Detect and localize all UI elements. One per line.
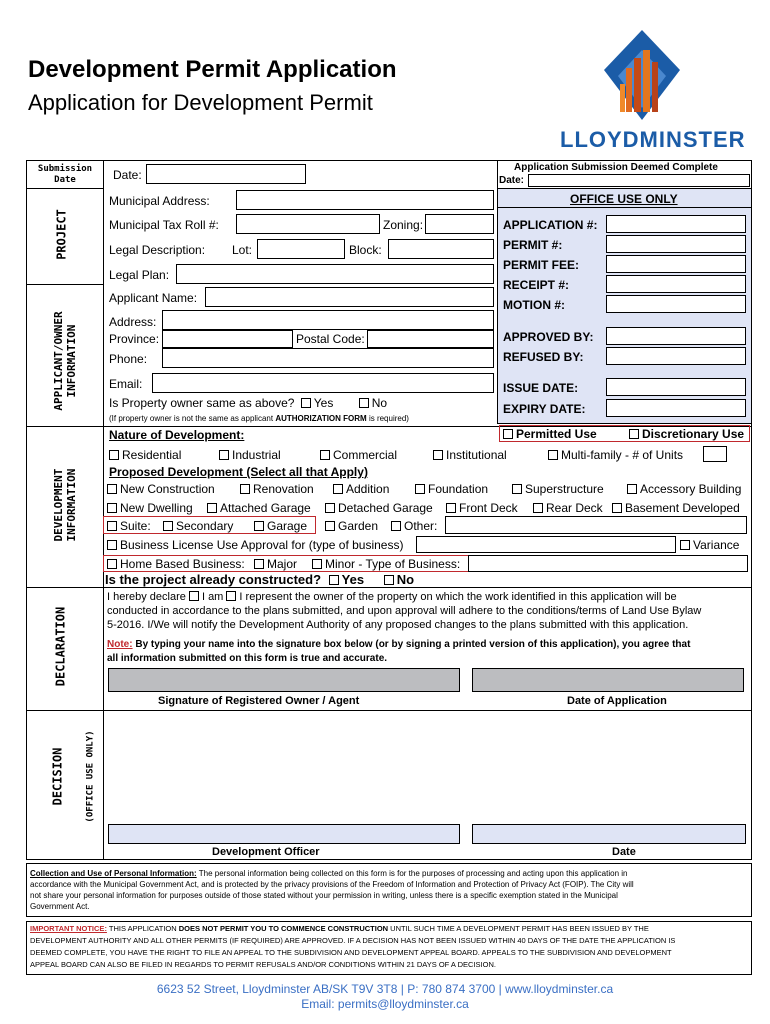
- signature-label: Signature of Registered Owner / Agent: [158, 695, 360, 707]
- institutional-checkbox[interactable]: [433, 450, 443, 460]
- variance-checkbox[interactable]: [680, 540, 690, 550]
- business-type-field[interactable]: [416, 536, 676, 553]
- constructed-yes-checkbox[interactable]: [329, 575, 339, 585]
- basement-checkbox[interactable]: [612, 503, 622, 513]
- deemed-complete-date-field[interactable]: [528, 174, 750, 187]
- refused-by-label: REFUSED BY:: [503, 350, 584, 364]
- renovation-checkbox[interactable]: [240, 484, 250, 494]
- phone-label: Phone:: [109, 352, 148, 366]
- proposed-development-label: Proposed Development (Select all that Apply): [109, 465, 368, 479]
- i-am-checkbox[interactable]: [189, 591, 199, 601]
- block-label: Block:: [349, 243, 382, 257]
- application-number-field[interactable]: [606, 215, 746, 233]
- home-business-checkbox[interactable]: [107, 559, 117, 569]
- project-section-label: PROJECT: [54, 209, 69, 260]
- tax-roll-label: Municipal Tax Roll #:: [109, 218, 219, 232]
- postal-code-label: Postal Code:: [296, 332, 365, 346]
- date-field[interactable]: [146, 164, 306, 184]
- office-use-title: OFFICE USE ONLY: [570, 192, 678, 206]
- front-deck-checkbox[interactable]: [446, 503, 456, 513]
- approved-by-field[interactable]: [606, 327, 746, 345]
- decision-date-label: Date: [612, 846, 636, 858]
- municipal-address-field[interactable]: [236, 190, 494, 210]
- legal-plan-label: Legal Plan:: [109, 268, 170, 282]
- officer-signature-field[interactable]: [108, 824, 460, 844]
- province-label: Province:: [109, 332, 160, 346]
- receipt-number-label: RECEIPT #:: [503, 278, 570, 292]
- superstructure-checkbox[interactable]: [512, 484, 522, 494]
- i-represent-checkbox[interactable]: [226, 591, 236, 601]
- privacy-line-1: Collection and Use of Personal Information: The personal information being collected on this form is for the purposes of processing and acting upon this application in: [30, 869, 628, 878]
- new-construction-option: New Construction: [107, 482, 215, 496]
- industrial-checkbox[interactable]: [219, 450, 229, 460]
- privacy-line-3: not share your personal information for purposes outside of those stated without your permission in writing, unless there is a specific exemption stated in the Municipal: [30, 891, 618, 900]
- declaration-note-line-2: all information submitted on this form is true and accurate.: [107, 653, 388, 664]
- multifamily-option: Multi-family - # of Units: [548, 448, 683, 462]
- other-checkbox[interactable]: [391, 521, 401, 531]
- declaration-note: Note: By typing your name into the signature box below (or by signing a printed version of this application), you agree that: [107, 639, 691, 650]
- page-subtitle: Application for Development Permit: [28, 90, 373, 115]
- addition-option: Addition: [333, 482, 389, 496]
- privacy-line-4: Government Act.: [30, 902, 90, 911]
- approved-by-label: APPROVED BY:: [503, 330, 594, 344]
- commercial-checkbox[interactable]: [320, 450, 330, 460]
- refused-by-field[interactable]: [606, 347, 746, 365]
- basement-option: Basement Developed: [612, 501, 740, 515]
- application-date-label: Date of Application: [567, 695, 667, 707]
- province-field[interactable]: [162, 330, 293, 348]
- foundation-option: Foundation: [415, 482, 488, 496]
- email-field[interactable]: [152, 373, 494, 393]
- constructed-question: Is the project already constructed? Yes No: [105, 572, 415, 587]
- declaration-line-3: 5-2016. I/We will notify the Development Authority of any proposed changes to the plans submitted with this application.: [107, 619, 689, 631]
- issue-date-label: ISSUE DATE:: [503, 381, 579, 395]
- discretionary-use-checkbox[interactable]: [629, 429, 639, 439]
- same-owner-no-checkbox[interactable]: [359, 398, 369, 408]
- application-date-field[interactable]: [472, 668, 744, 692]
- detached-garage-checkbox[interactable]: [325, 503, 335, 513]
- officer-label: Development Officer: [212, 846, 320, 858]
- deemed-complete-date-label: Date:: [499, 175, 525, 186]
- nature-options-row: Residential: [109, 448, 181, 462]
- attached-garage-option: Attached Garage: [207, 501, 311, 515]
- minor-option: Minor - Type of Business:: [312, 557, 460, 571]
- municipal-address-label: Municipal Address:: [109, 194, 210, 208]
- permitted-use-checkbox[interactable]: [503, 429, 513, 439]
- page-title: Development Permit Application: [28, 56, 397, 83]
- footer-email[interactable]: Email: permits@lloydminster.ca: [301, 997, 469, 1011]
- home-business-option: Home Based Business:: [107, 557, 245, 571]
- footer-address: 6623 52 Street, Lloydminster AB/SK T9V 3T8 | P: 780 874 3700 | www.lloydminster.ca: [156, 982, 614, 996]
- variance-option: Variance: [680, 538, 739, 552]
- major-option: Major: [254, 557, 297, 571]
- expiry-date-label: EXPIRY DATE:: [503, 402, 586, 416]
- email-label: Email:: [109, 377, 143, 391]
- block-field[interactable]: [388, 239, 494, 259]
- residential-checkbox[interactable]: [109, 450, 119, 460]
- logo-mark-icon: [560, 28, 750, 128]
- industrial-option: Industrial: [219, 448, 281, 462]
- commercial-option: Commercial: [320, 448, 397, 462]
- zoning-label: Zoning:: [383, 218, 424, 232]
- privacy-line-2: accordance with the Municipal Government Act, and is protected by the privacy provisions of the Freedom of Information and Protection of Privacy Act (FOIP). The City will: [30, 880, 634, 889]
- motion-number-label: MOTION #:: [503, 298, 565, 312]
- units-field[interactable]: [703, 446, 727, 462]
- permit-fee-field[interactable]: [606, 255, 746, 273]
- attached-garage-checkbox[interactable]: [207, 503, 217, 513]
- garden-checkbox[interactable]: [325, 521, 335, 531]
- minor-business-type-field[interactable]: [468, 555, 748, 572]
- permitted-use-option: Permitted Use: [503, 427, 597, 441]
- discretionary-use-option: Discretionary Use: [629, 427, 744, 441]
- accessory-building-option: Accessory Building: [627, 482, 741, 496]
- new-dwelling-checkbox[interactable]: [107, 503, 117, 513]
- declaration-line-2: conducted in accordance to the plans submitted, and upon approval will adhere to the conditions/terms of Land Use Bylaw: [107, 605, 702, 617]
- important-line-4: APPEAL BOARD CAN ALSO BE FILED IN REGARDS TO PERMIT REFUSALS AND/OR CONDITIONS WITHIN 21 DAYS OF A DECISION.: [30, 960, 496, 969]
- expiry-date-field[interactable]: [606, 399, 746, 417]
- date-label: Date:: [113, 168, 142, 182]
- new-dwelling-option: New Dwelling: [107, 501, 193, 515]
- suite-option: Suite:: [107, 519, 151, 533]
- decision-office-use-label: (OFFICE USE ONLY): [85, 730, 96, 823]
- garage-checkbox[interactable]: [254, 521, 264, 531]
- front-deck-option: Front Deck: [446, 501, 518, 515]
- address-label: Address:: [109, 315, 157, 329]
- address-field[interactable]: [162, 310, 494, 330]
- permit-fee-label: PERMIT FEE:: [503, 258, 580, 272]
- declaration-section-label: DECLARATION: [53, 606, 68, 687]
- superstructure-option: Superstructure: [512, 482, 604, 496]
- permit-number-label: PERMIT #:: [503, 238, 563, 252]
- renovation-option: Renovation: [240, 482, 314, 496]
- garden-option: Garden: [325, 519, 378, 533]
- accessory-building-checkbox[interactable]: [627, 484, 637, 494]
- garage-option: Garage: [254, 519, 307, 533]
- suite-checkbox[interactable]: [107, 521, 117, 531]
- important-line-1: IMPORTANT NOTICE: THIS APPLICATION DOES NOT PERMIT YOU TO COMMENCE CONSTRUCTION UNTIL SUCH TIME A DEVELOPMENT PERMIT HAS BEEN ISSUED BY THE: [30, 924, 649, 933]
- zoning-field[interactable]: [425, 214, 494, 234]
- decision-section-label: DECISION: [50, 747, 65, 806]
- city-logo: [560, 28, 750, 158]
- detached-garage-option: Detached Garage: [325, 501, 433, 515]
- important-line-2: DEVELOPMENT AUTHORITY AND ALL OTHER PERMITS (IF REQUIRED) ARE APPROVED. IF A DECISION HAS NOT BEEN ISSUED WITHIN 40 DAYS OF THE DATE THE APPLICATION IS: [30, 936, 676, 945]
- business-license-option: Business License Use Approval for (type of business): [107, 538, 403, 552]
- rear-deck-checkbox[interactable]: [533, 503, 543, 513]
- deemed-complete-label: Application Submission Deemed Complete: [514, 162, 718, 173]
- foundation-checkbox[interactable]: [415, 484, 425, 494]
- other-option: Other:: [391, 519, 437, 533]
- owner-signature-field[interactable]: [108, 668, 460, 692]
- decision-date-field[interactable]: [472, 824, 746, 844]
- issue-date-field[interactable]: [606, 378, 746, 396]
- permit-number-field[interactable]: [606, 235, 746, 253]
- institutional-option: Institutional: [433, 448, 507, 462]
- application-number-label: APPLICATION #:: [503, 218, 598, 232]
- multifamily-checkbox[interactable]: [548, 450, 558, 460]
- postal-code-field[interactable]: [367, 330, 494, 348]
- rear-deck-option: Rear Deck: [533, 501, 603, 515]
- declaration-line-1: I hereby declare I am I represent the owner of the property on which the work identified in this application will be: [107, 591, 677, 603]
- applicant-name-field[interactable]: [205, 287, 494, 307]
- applicant-name-label: Applicant Name:: [109, 291, 198, 305]
- minor-checkbox[interactable]: [312, 559, 322, 569]
- motion-number-field[interactable]: [606, 295, 746, 313]
- constructed-no-checkbox[interactable]: [384, 575, 394, 585]
- major-checkbox[interactable]: [254, 559, 264, 569]
- other-field[interactable]: [445, 516, 747, 534]
- nature-of-development-label: Nature of Development:: [109, 428, 245, 442]
- applicant-section-label: APPLICANT/OWNER INFORMATION: [52, 311, 78, 411]
- addition-checkbox[interactable]: [333, 484, 343, 494]
- lot-field[interactable]: [257, 239, 345, 259]
- secondary-checkbox[interactable]: [163, 521, 173, 531]
- secondary-option: Secondary: [163, 519, 233, 533]
- development-section-label: DEVELOPMENT INFORMATION: [52, 468, 78, 542]
- receipt-number-field[interactable]: [606, 275, 746, 293]
- logo-wordmark: LLOYDMINSTER: [560, 127, 746, 152]
- authorization-note: (If property owner is not the same as applicant AUTHORIZATION FORM is required): [109, 414, 409, 423]
- business-license-checkbox[interactable]: [107, 540, 117, 550]
- legal-description-label: Legal Description:: [109, 243, 206, 257]
- same-owner-question: Is Property owner same as above? Yes No: [109, 396, 388, 410]
- lot-label: Lot:: [232, 243, 253, 257]
- phone-field[interactable]: [162, 348, 494, 368]
- important-line-3: DEEMED COMPLETE, YOU HAVE THE RIGHT TO FILE AN APPEAL TO THE SUBDIVISION AND DEVELOPMENT APPEAL BOARD. APPEALS TO THE SUBDIVISION AND DEVELOPMENT: [30, 948, 672, 957]
- legal-plan-field[interactable]: [176, 264, 494, 284]
- new-construction-checkbox[interactable]: [107, 484, 117, 494]
- same-owner-yes-checkbox[interactable]: [301, 398, 311, 408]
- submission-date-label: Submission Date: [37, 164, 93, 185]
- tax-roll-field[interactable]: [236, 214, 380, 234]
